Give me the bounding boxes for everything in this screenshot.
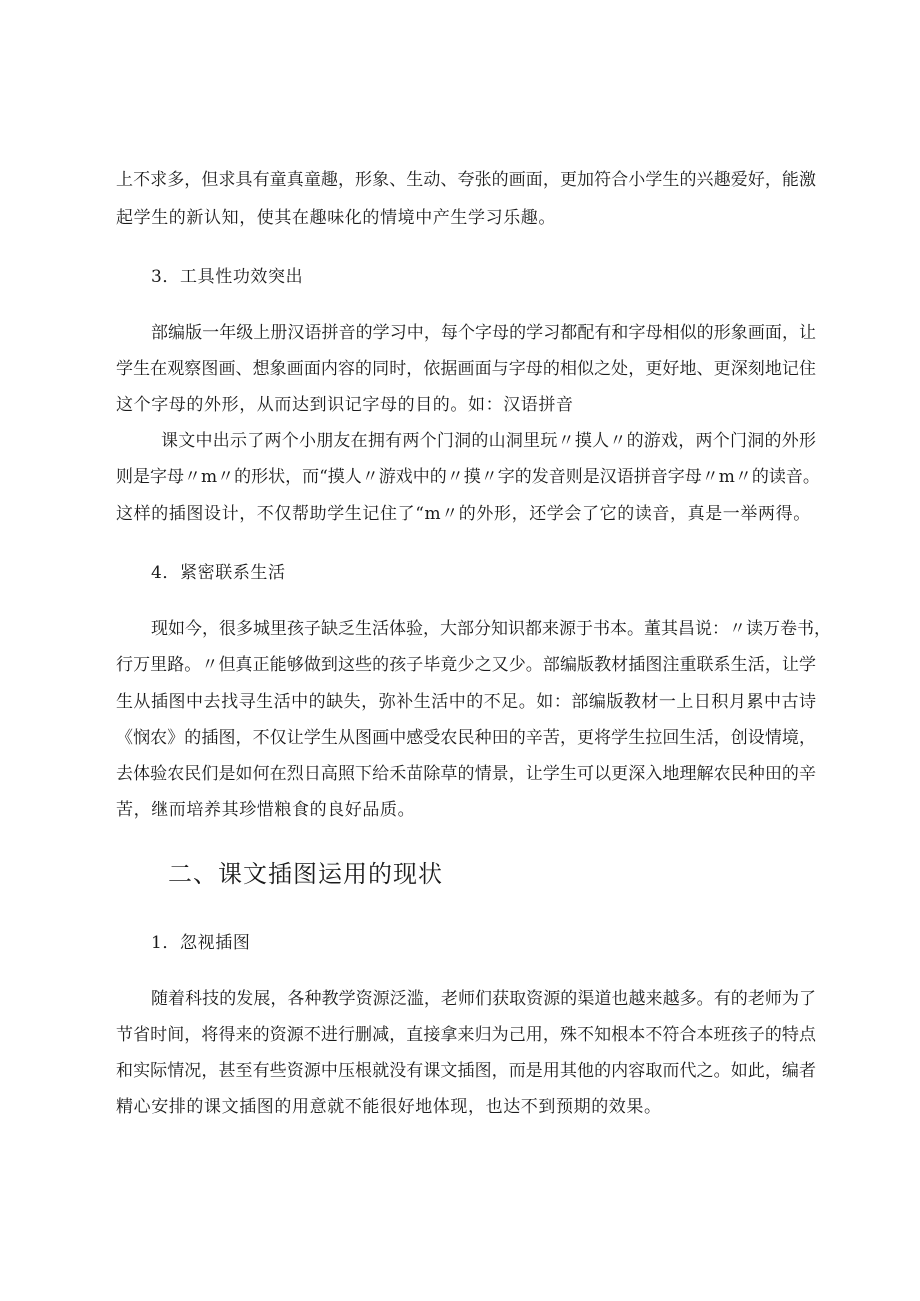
subheading-3: 3．工具性功效突出: [151, 267, 304, 287]
text-line: 这样的插图设计，不仅帮助学生记住了“m〃的外形，还学会了它的读音，真是一举两得。: [116, 504, 811, 524]
text-line: 学生在观察图画、想象画面内容的同时，依据画面与字母的相似之处，更好地、更深刻地记住: [116, 359, 816, 379]
text-line: 行万里路。〃但真正能够做到这些的孩子毕竟少之又少。部编版教材插图注重联系生活，让学: [116, 655, 816, 675]
text-line: 现如今，很多城里孩子缺乏生活体验，大部分知识都来源于书本。董其昌说：〃读万卷书，: [151, 619, 831, 639]
text-line: 上不求多，但求具有童真童趣，形象、生动、夸张的画面，更加符合小学生的兴趣爱好，能激: [116, 170, 816, 190]
text-line: 精心安排的课文插图的用意就不能很好地体现，也达不到预期的效果。: [116, 1097, 662, 1117]
subheading-4: 4．紧密联系生活: [151, 563, 286, 583]
text-line: 这个字母的外形，从而达到识记字母的目的。如：汉语拼音: [116, 395, 574, 415]
text-line: 生从插图中去找寻生活中的缺失，弥补生活中的不足。如：部编版教材一上日积月累中古诗: [116, 692, 816, 712]
text-line: 课文中出示了两个小朋友在拥有两个门洞的山洞里玩〃摸人〃的游戏，两个门洞的外形: [161, 431, 816, 451]
text-line: 则是字母〃m〃的形状，而“摸人〃游戏中的〃摸〃字的发音则是汉语拼音字母〃m〃的读音。: [116, 467, 820, 487]
text-line: 部编版一年级上册汉语拼音的学习中，每个字母的学习都配有和字母相似的形象画面，让: [151, 323, 816, 343]
text-line: 起学生的新认知，使其在趣味化的情境中产生学习乐趣。: [116, 208, 556, 228]
text-line: 和实际情况，甚至有些资源中压根就没有课文插图，而是用其他的内容取而代之。如此，编者: [116, 1061, 816, 1081]
subheading-1: 1．忽视插图: [151, 933, 251, 953]
text-line: 《悯农》的插图，不仅让学生从图画中感受农民种田的辛苦，更将学生拉回生活，创设情境，: [116, 728, 816, 748]
text-line: 苦，继而培养其珍惜粮食的良好品质。: [116, 800, 416, 820]
section-title: 二、课文插图运用的现状: [168, 860, 443, 888]
text-line: 随着科技的发展，各种教学资源泛滥，老师们获取资源的渠道也越来越多。有的老师为了: [151, 989, 816, 1009]
text-line: 节省时间，将得来的资源不进行删减，直接拿来归为己用，殊不知根本不符合本班孩子的特点: [116, 1025, 816, 1045]
text-line: 去体验农民们是如何在烈日高照下给禾苗除草的情景，让学生可以更深入地理解农民种田的辛: [116, 764, 816, 784]
